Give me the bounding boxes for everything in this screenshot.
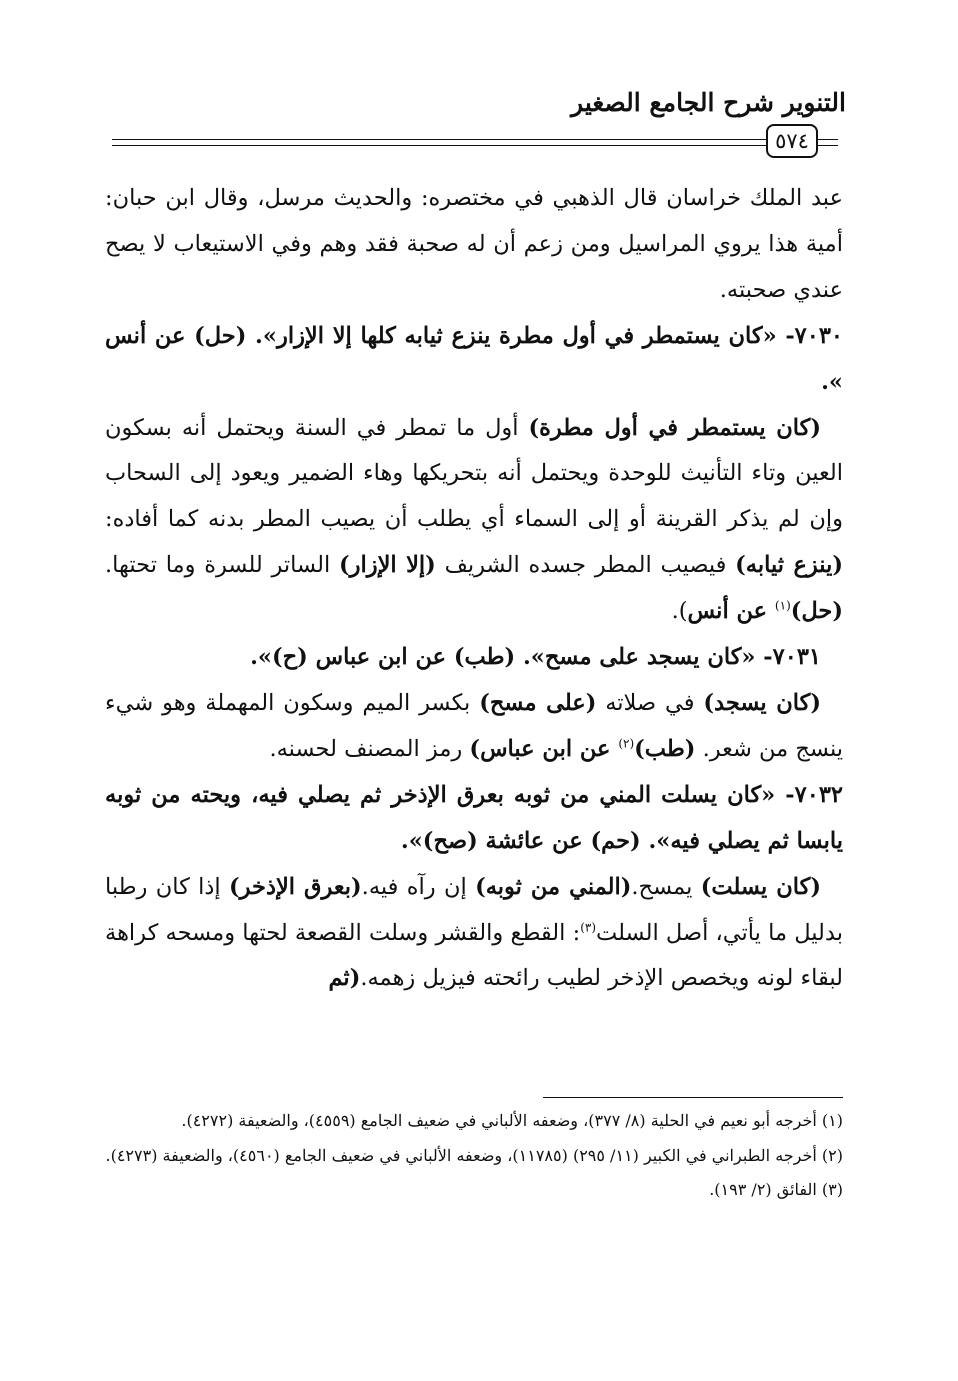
commentary-text: ). xyxy=(671,598,688,625)
commentary-text: : القطع والقشر وسلت القصعة لحتها ومسحه كراهة لبقاء لونه ويخصص الإذخر لطيب رائحته فيزيل زهمه. xyxy=(105,919,843,992)
quoted-phrase: (على مسح) xyxy=(479,689,597,716)
header-rule-bottom xyxy=(112,145,767,146)
quoted-phrase: (المني من ثوبه) xyxy=(475,873,632,900)
commentary-text: رمز المصنف لحسنه. xyxy=(269,735,470,762)
paragraph-continuation: عبد الملك خراسان قال الذهبي في مختصره: والحديث مرسل، وقال ابن حبان: أمية هذا يروي المراسيل ومن زعم أن له صحبة فقد وهم وفي الاستيعاب لا يصح عندي صحبته. xyxy=(105,185,843,303)
commentary-text: فيصيب المطر جسده الشريف xyxy=(435,552,736,579)
hadith-7030 xyxy=(105,314,843,406)
page-mark-rule-bottom xyxy=(818,145,838,146)
hadith-7032 xyxy=(105,773,843,865)
narrator: عن ابن عباس) xyxy=(469,735,619,762)
page-mark-rule-top xyxy=(818,139,838,140)
commentary-text: يمسح. xyxy=(631,873,701,900)
main-text xyxy=(105,176,843,1002)
quoted-phrase: (إلا الإزار) xyxy=(338,552,436,579)
narrator: عن أنس xyxy=(687,598,775,625)
footnote-separator xyxy=(543,1097,843,1098)
hadith-text: ٧٠٣٢- «كان يسلت المني من ثوبه بعرق الإذخر ثم يصلي فيه، ويحته من ثوبه يابسا ثم يصلي فيه». (حم) عن عائشة (صح)». xyxy=(105,781,843,854)
commentary-text: بكسر الميم وسكون المهملة وهو شيء ينسج من شعر. xyxy=(105,689,843,762)
quoted-phrase: (كان يستمطر في أول مطرة) xyxy=(528,414,822,441)
source-code: (حل) xyxy=(790,598,843,625)
footnote-marker-2[interactable]: (٢) xyxy=(618,736,635,751)
quoted-phrase: (كان يسلت) xyxy=(700,873,821,900)
quoted-phrase: (بعرق الإذخر) xyxy=(228,873,362,900)
commentary-7030 xyxy=(105,406,843,636)
hadith-text: ٧٠٣١- «كان يسجد على مسح». (طب) عن ابن عباس (ح)». xyxy=(250,644,821,671)
commentary-text: الساتر للسرة وما تحتها. xyxy=(105,552,339,579)
quoted-phrase: (كان يسجد) xyxy=(703,689,821,716)
source-code: (طب) xyxy=(634,735,696,762)
footnote-marker-3[interactable]: (٣) xyxy=(580,920,597,934)
page-number: ٥٧٤ xyxy=(766,124,818,158)
hadith-7031 xyxy=(105,635,843,681)
quoted-phrase: (ينزع ثيابه) xyxy=(735,552,843,579)
commentary-text: إن رآه فيه. xyxy=(361,873,476,900)
footnote-3: (٣) الفائق (٢/ ١٩٣). xyxy=(709,1180,843,1199)
footnote-marker-1[interactable]: (١) xyxy=(774,598,791,613)
footnotes xyxy=(105,1106,843,1210)
header-rule-top xyxy=(112,139,767,140)
commentary-text: إذا كان رطبا بدليل ما يأتي، أصل السلت xyxy=(105,873,843,946)
running-title: التنوير شرح الجامع الصغير xyxy=(571,88,846,117)
commentary-7031 xyxy=(105,681,843,773)
footnote-2: (٢) أخرجه الطبراني في الكبير (١١/ ٢٩٥) (١١٧٨٥)، وضعفه الألباني في ضعيف الجامع (٤٥٦٠)، والضعيفة (٤٢٧٣). xyxy=(105,1145,843,1165)
commentary-text: أول ما تمطر في السنة ويحتمل أنه بسكون العين وتاء التأنيث للوحدة ويحتمل أنه بتحريكها وهاء الضمير ويعود إلى السحاب وإن لم يذكر القرينة أو إلى السماء أي يطلب أن يصيب المطر بدنه كما أفاده: xyxy=(105,414,843,533)
commentary-7032 xyxy=(105,865,843,1003)
quoted-phrase: (ثم xyxy=(328,965,361,992)
hadith-text: ٧٠٣٠- «كان يستمطر في أول مطرة ينزع ثيابه كلها إلا الإزار». (حل) عن أنس ». xyxy=(105,322,843,395)
commentary-text: في صلاته xyxy=(596,689,704,716)
footnote-1: (١) أخرجه أبو نعيم في الحلية (٨/ ٣٧٧)، وضعفه الألباني في ضعيف الجامع (٤٥٥٩)، والضعيفة (٤٢٧٢). xyxy=(181,1111,843,1130)
